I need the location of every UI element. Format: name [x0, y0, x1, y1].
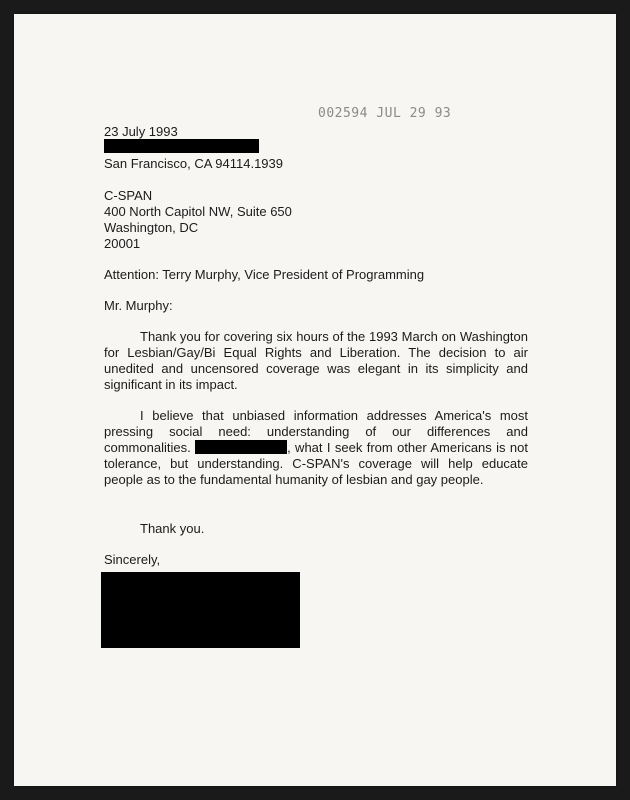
sender-city: San Francisco, CA 94114.1939	[104, 156, 283, 171]
redacted-signature	[101, 572, 300, 648]
letter-date: 23 July 1993	[104, 124, 178, 139]
recipient-name: C-SPAN	[104, 188, 153, 203]
recipient-city: Washington, DC	[104, 220, 199, 235]
recipient-street: 400 North Capitol NW, Suite 650	[104, 204, 292, 219]
paragraph-1-text: Thank you for covering six hours of the 1993 March on Washington for Lesbian/Gay/Bi Equal Rights and Liberation. The decision to air unedited and uncensored coverage was elegant in its simplicity and significant in its impact.	[104, 329, 528, 392]
closing: Sincerely,	[104, 552, 161, 567]
paragraph-2-text-a: I believe that unbiased information addresses America's most pressing social need: understanding of our differences and commonalities.	[104, 408, 528, 455]
paragraph-1	[104, 329, 528, 393]
redacted-name-inline	[195, 440, 287, 454]
salutation: Mr. Murphy:	[104, 298, 173, 313]
thank-you-line: Thank you.	[140, 521, 205, 536]
received-stamp: 002594 JUL 29 93	[318, 106, 452, 121]
attention-line: Attention: Terry Murphy, Vice President of Programming	[104, 267, 425, 282]
paragraph-2-text-b: , what I seek from other Americans is not tolerance, but understanding. C-SPAN's coverage will help educate people as to the fundamental humanity of lesbian and gay people.	[104, 440, 528, 487]
paragraph-2	[104, 408, 528, 488]
redacted-sender-address	[104, 139, 259, 153]
recipient-zip: 20001	[104, 236, 141, 251]
